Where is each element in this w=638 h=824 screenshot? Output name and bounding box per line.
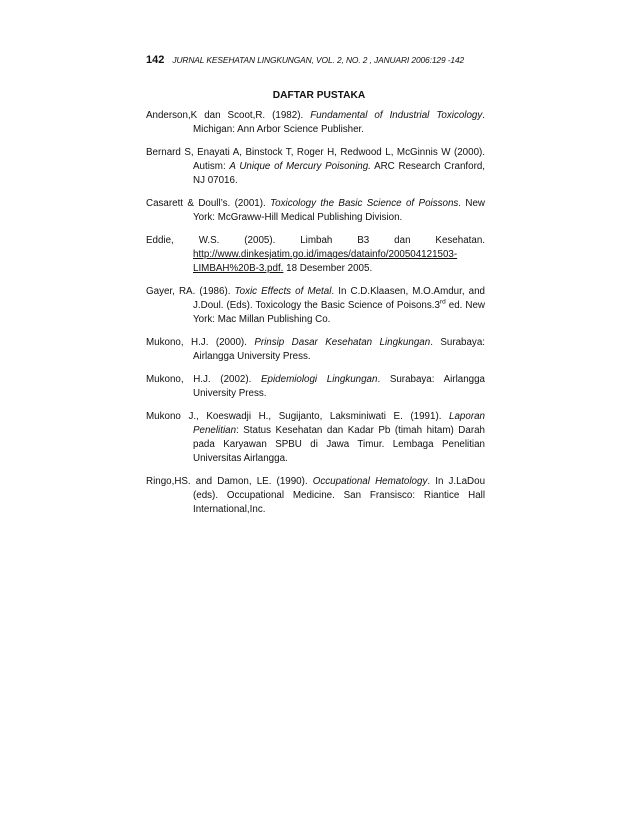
reference-title: Fundamental of Industrial Toxicology <box>310 110 483 121</box>
reference-text: 18 Desember 2005. <box>283 263 373 274</box>
reference-title: Occupational Hematology <box>312 476 428 487</box>
reference-text: ed. New York: Mac Millan Publishing Co. <box>193 300 485 325</box>
reference-text: Gayer, RA. (1986). <box>146 286 235 297</box>
running-header <box>146 54 486 66</box>
reference-text: Eddie, W.S. (2005). Limbah B3 dan Kesehatan. <box>146 235 485 246</box>
reference-entry <box>146 234 485 276</box>
reference-text: Mukono, H.J. (2002). <box>146 374 262 385</box>
reference-entry <box>146 109 485 137</box>
reference-entry <box>146 475 485 517</box>
reference-text: Casarett & Doull’s. (2001). <box>146 198 271 209</box>
reference-text: Bernard S, Enayati A, Binstock T, Roger H, Redwood L, McGinnis W (2000). Autism: <box>146 147 485 172</box>
reference-text: Anderson,K dan Scoot,R. (1982). <box>146 110 311 121</box>
reference-entry <box>146 336 485 364</box>
journal-citation: JURNAL KESEHATAN LINGKUNGAN, VOL. 2, NO. 2 , JANUARI 2006:129 -142 <box>172 55 465 65</box>
section-title: DAFTAR PUSTAKA <box>272 90 366 101</box>
page-number: 142 <box>146 54 165 66</box>
reference-text: ARC Research Cranford, NJ 07016. <box>193 161 485 186</box>
reference-text: . Michigan: Ann Arbor Science Publisher. <box>193 110 486 135</box>
reference-title: Toxicology the Basic Science of Poissons <box>270 198 459 209</box>
reference-text: Mukono, H.J. (2000). <box>146 337 255 348</box>
reference-title: A Unique of Mercury Poisoning. <box>229 161 371 172</box>
reference-title: Epidemiologi Lingkungan <box>261 374 378 385</box>
reference-text: . New York: McGraww-Hill Medical Publishing Division. <box>193 198 486 223</box>
reference-list <box>146 109 485 526</box>
reference-title: Laporan Penelitian <box>193 411 485 436</box>
reference-title: Toxic Effects of Metal <box>234 286 332 297</box>
reference-title: Prinsip Dasar Kesehatan Lingkungan <box>254 337 431 348</box>
reference-url-link[interactable]: http://www.dinkesjatim.go.id/images/datainfo/200504121503-LIMBAH%20B-3.pdf. <box>193 249 458 274</box>
reference-text: Mukono J., Koeswadji H., Sugijanto, Laksminiwati E. (1991). <box>146 411 450 422</box>
reference-entry <box>146 373 485 401</box>
reference-text: . In J.LaDou (eds). Occupational Medicine. San Fransisco: Riantice Hall International,Inc. <box>193 476 486 515</box>
reference-text: : Status Kesehatan dan Kadar Pb (timah hitam) Darah pada Karyawan SPBU di Jawa Timur. Lembaga Penelitian Universitas Airlangga. <box>193 425 485 464</box>
reference-text: . In C.D.Klaasen, M.O.Amdur, and J.Doul. (Eds). Toxicology the Basic Science of Poisons.3 <box>193 286 486 311</box>
reference-text: . Surabaya: Airlangga University Press. <box>193 337 485 362</box>
reference-entry <box>146 197 485 225</box>
reference-text: Ringo,HS. and Damon, LE. (1990). <box>146 476 313 487</box>
reference-entry <box>146 410 485 466</box>
reference-entry <box>146 146 485 188</box>
ordinal-superscript: rd <box>439 298 446 306</box>
reference-entry <box>146 285 485 327</box>
reference-text: . Surabaya: Airlangga University Press. <box>193 374 485 399</box>
